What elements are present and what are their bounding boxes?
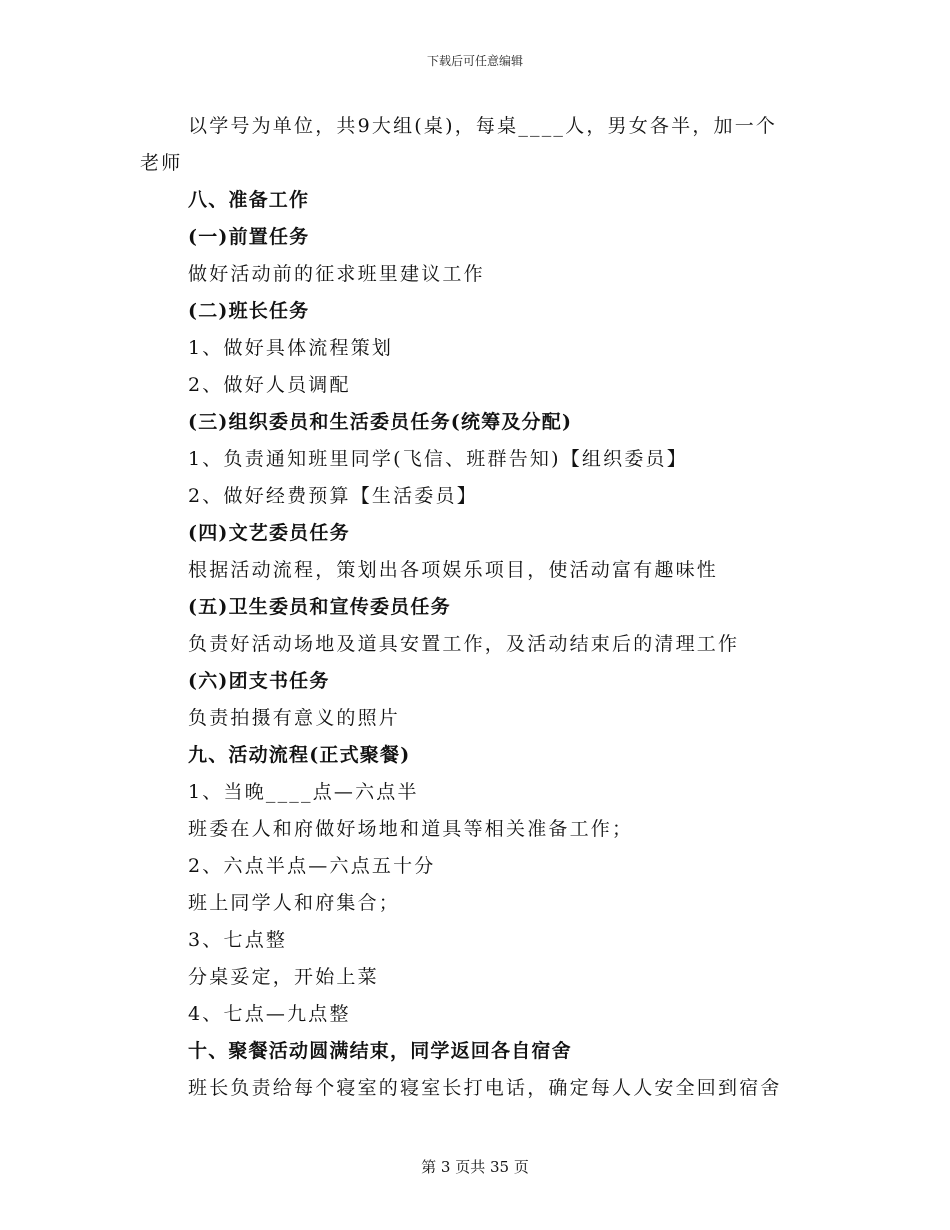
section-heading: (二)班长任务 xyxy=(188,300,310,322)
paragraph-line: 1、做好具体流程策划 xyxy=(188,337,394,359)
section-heading: (四)文艺委员任务 xyxy=(188,522,350,544)
paragraph-line: 1、当晚____点—六点半 xyxy=(188,781,419,803)
paragraph-line: 4、七点—九点整 xyxy=(188,1003,351,1025)
paragraph-line: 2、六点半点—六点五十分 xyxy=(188,855,436,877)
page-header: 下载后可任意编辑 xyxy=(426,54,523,68)
section-heading: 九、活动流程(正式聚餐) xyxy=(188,744,411,766)
paragraph-line: 老师 xyxy=(140,152,183,174)
paragraph-line: 做好活动前的征求班里建议工作 xyxy=(188,263,485,285)
paragraph-line: 班长负责给每个寝室的寝室长打电话，确定每人人安全回到宿舍 xyxy=(188,1077,782,1099)
paragraph-line: 1、负责通知班里同学(飞信、班群告知)【组织委员】 xyxy=(188,448,688,470)
section-heading: 十、聚餐活动圆满结束，同学返回各自宿舍 xyxy=(188,1040,572,1062)
paragraph-line: 负责好活动场地及道具安置工作，及活动结束后的清理工作 xyxy=(188,633,740,655)
section-heading: (三)组织委员和生活委员任务(统筹及分配) xyxy=(188,411,573,433)
paragraph-line: 以学号为单位，共9大组(桌)，每桌____人，男女各半，加一个 xyxy=(188,115,778,137)
section-heading: (六)团支书任务 xyxy=(188,670,330,692)
document-body xyxy=(140,108,800,1107)
section-heading: (一)前置任务 xyxy=(188,226,310,248)
paragraph-line: 2、做好人员调配 xyxy=(188,374,351,396)
paragraph-line: 班上同学人和府集合； xyxy=(188,892,401,914)
paragraph-line: 3、七点整 xyxy=(188,929,288,951)
paragraph-line: 负责拍摄有意义的照片 xyxy=(188,707,401,729)
section-heading: (五)卫生委员和宣传委员任务 xyxy=(188,596,451,618)
paragraph-line: 分桌妥定，开始上菜 xyxy=(188,966,379,988)
section-heading: 八、准备工作 xyxy=(188,189,310,211)
paragraph-line: 2、做好经费预算【生活委员】 xyxy=(188,485,478,507)
paragraph-line: 班委在人和府做好场地和道具等相关准备工作； xyxy=(188,818,634,840)
paragraph-line: 根据活动流程，策划出各项娱乐项目，使活动富有趣味性 xyxy=(188,559,719,581)
page-footer: 第 3 页共 35 页 xyxy=(421,1158,529,1176)
